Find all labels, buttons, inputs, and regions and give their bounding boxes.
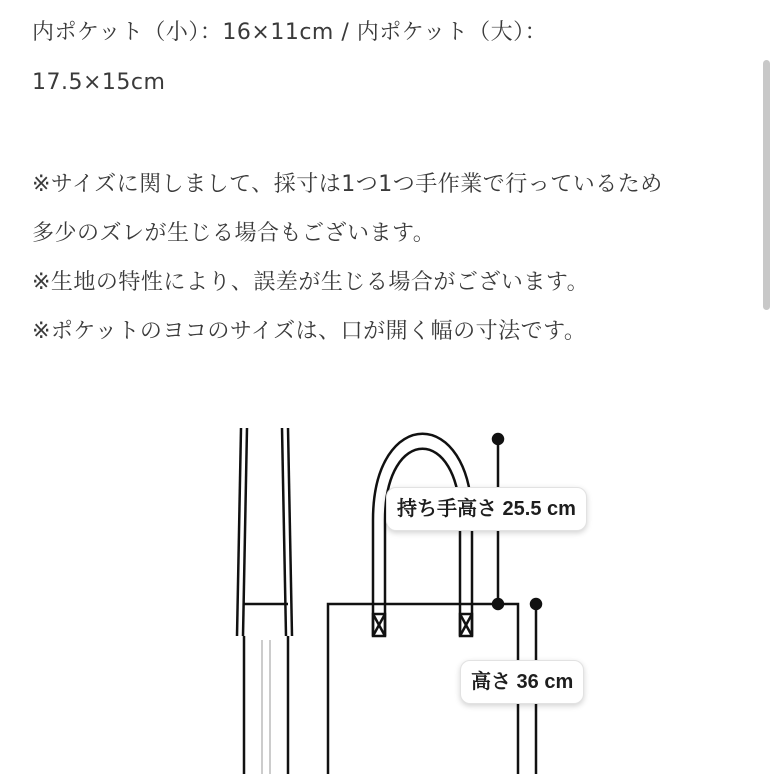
bag-height-label: 高さ 36 cm: [460, 660, 584, 704]
pocket-size-line-cont: 17.5×15cm: [32, 70, 166, 95]
bag-front-view: [328, 434, 518, 774]
note-pocket-width-line: ※ポケットのヨコのサイズは、口が開く幅の寸法です。: [32, 319, 587, 344]
note-measurement-line-cont: 多少のズレが生じる場合もございます。: [32, 221, 436, 246]
note-measurement-line: ※サイズに関しまして、採寸は1つ1つ手作業で行っているため: [32, 172, 663, 197]
pocket-size-line: 内ポケット（小）：16×11cm / 内ポケット（大）：: [32, 20, 548, 45]
handle-height-label: 持ち手高さ 25.5 cm: [386, 487, 587, 531]
note-fabric-line: ※生地の特性により、誤差が生じる場合がございます。: [32, 270, 590, 295]
bag-side-view: [237, 428, 292, 774]
